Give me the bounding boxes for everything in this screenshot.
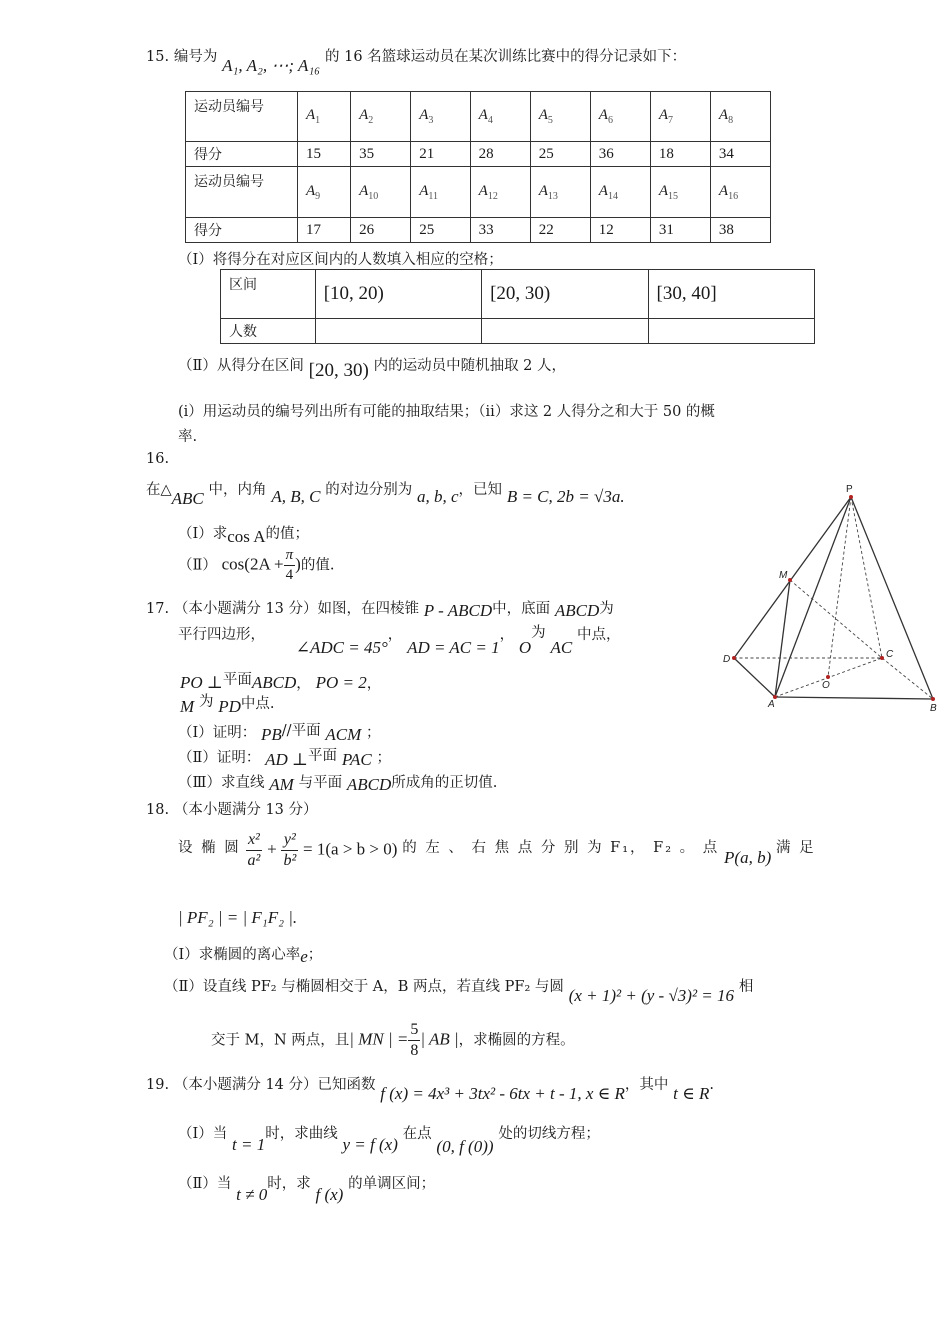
q16-stem: 在△ABC 中，内角 A, B, C 的对边分别为 a, b, c，已知 B = C, 2b = √3a. [146,482,625,508]
athlete-id-cell: $A_{10}$ [351,167,411,218]
athlete-id-cell: $A_{11}$ [411,167,470,218]
question-number: 15. [146,49,170,65]
score-cell: 12 [590,218,650,243]
score-cell: 25 [530,142,590,167]
q19-part1: （Ⅰ）当 t = 1时，求曲线 y = f (x) 在点 (0, f (0)) 处的切线方程； [178,1126,600,1156]
q15-part2: （Ⅱ）从得分在区间 [20, 30) 内的运动员中随机抽取 2 人， [178,358,567,381]
interval-cell: [20, 30) [482,270,648,319]
fraction: $\frac{\pi}{4}$ [285,547,294,583]
label-C: C [886,649,894,660]
q16-part1: （Ⅰ）求cos A的值； [178,526,309,546]
interval-cell: [10, 20) [315,270,481,319]
vertex-points [732,495,935,701]
score-cell: 35 [351,142,411,167]
fraction: $\frac{5}{8}$ [410,1021,419,1059]
question-number: 18. [146,802,170,818]
score-cell: 36 [590,142,650,167]
label-O: O [822,680,830,691]
score-cell: 21 [411,142,470,167]
athlete-id-cell: $A_7$ [650,92,710,142]
q18-condition: | PF₂ | = | F₁F₂ |. [178,908,298,927]
score-cell: 28 [470,142,530,167]
row-header-id: 运动员编号 [186,167,298,218]
score-cell: 17 [298,218,351,243]
athlete-id-cell: $A_3$ [411,92,470,142]
row-header-score: 得分 [186,142,298,167]
score-cell: 34 [710,142,770,167]
q17-part3: （Ⅲ）求直线 AM 与平面 ABCD所成角的正切值. [178,775,498,794]
athlete-id-cell: $A_1$ [298,92,351,142]
athlete-id-cell: $A_9$ [298,167,351,218]
athlete-range-math: A₁, A₂, ⋯; A₁₆ [222,56,321,75]
score-cell: 33 [470,218,530,243]
score-cell: 38 [710,218,770,243]
athlete-id-cell: $A_{16}$ [710,167,770,218]
row-header-score: 得分 [186,218,298,243]
q16-part2: （Ⅱ） cos(2A + $\frac{\pi}{4}$ )的值. [178,547,335,583]
athlete-id-cell: $A_5$ [530,92,590,142]
fraction: $\frac{\text{x²}}{\text{a²}}$ [247,831,261,869]
athlete-id-cell: $A_{12}$ [470,167,530,218]
q17-line2: 平行四边形， ∠ADC = 45°， AD = AC = 1， O为 AC 中点， [178,625,621,657]
athlete-id-cell: $A_2$ [351,92,411,142]
score-cell: 18 [650,142,710,167]
q17-part2: （Ⅱ）证明： AD ⊥平面 PAC ； [178,748,392,769]
athlete-id-cell: $A_{14}$ [590,167,650,218]
q19-part2: （Ⅱ）当 t ≠ 0时，求 f (x) 的单调区间； [178,1176,436,1204]
label-B: B [930,703,937,714]
q17-part1: （Ⅰ）证明： PB//平面 ACM ； [178,723,381,744]
label-M: M [779,570,788,581]
q17-line3: PO ⊥平面ABCD， PO = 2， [180,672,382,692]
fraction: $\frac{\text{y²}}{\text{b²}}$ [283,831,297,869]
q18-header: 18. （本小题满分 13 分） [146,802,318,818]
question-number: 16. [146,451,170,467]
athlete-id-cell: $A_4$ [470,92,530,142]
q18-stem: 设 椭 圆 $\frac{\text{x²}}{\text{a²}}$ + $\frac{\text{y²}}{\text{b²}}$ = 1(a > b > 0) 的 左 、 右 焦 点 分 别 为 F₁， F₂ 。 点 P(a, b) 满 足 [178,831,816,869]
q18-part1: （Ⅰ）求椭圆的离心率e； [164,947,323,966]
q15-part2-sub-cont: 率. [178,429,198,445]
athlete-id-cell: $A_6$ [590,92,650,142]
label-A: A [768,699,775,710]
athlete-id-cell: $A_{13}$ [530,167,590,218]
athlete-id-cell: $A_8$ [710,92,770,142]
interval-header: 区间 [221,270,316,319]
q15-part2-sub: (i）用运动员的编号列出所有可能的抽取结果；（ii）求这 2 人得分之和大于 50 的概 [178,404,715,420]
q17-line4: M 为 PD中点. [180,694,275,716]
count-header: 人数 [221,319,316,344]
q18-part2: （Ⅱ）设直线 PF₂ 与椭圆相交于 A，B 两点，若直线 PF₂ 与圆 (x + 1)² + (y - √3)² = 16 相 [164,979,754,1005]
q19-stem: 19. （本小题满分 14 分）已知函数 f (x) = 4x³ + 3tx² - 6tx + t - 1, x ∈ R，其中 t ∈ R. [146,1077,714,1103]
q18-part2-cont: 交于 M，N 两点，且| MN | = $\frac{5}{8}$ | AB |，求椭圆的方程。 [211,1021,575,1059]
label-P: P [846,484,853,495]
question-number: 17. [146,601,170,617]
row-header-id: 运动员编号 [186,92,298,142]
score-cell: 26 [351,218,411,243]
athlete-id-cell: $A_{15}$ [650,167,710,218]
q15-intro: 15. 编号为 A₁, A₂, ⋯; A₁₆ 的 16 名篮球运动员在某次训练比赛中的得分记录如下： [146,49,687,75]
interval-cell: [30, 40] [648,270,814,319]
score-cell: 25 [411,218,470,243]
score-cell: 31 [650,218,710,243]
q15-part1: （Ⅰ）将得分在对应区间内的人数填入相应的空格； [178,252,503,268]
label-D: D [723,654,731,665]
question-number: 19. [146,1077,170,1093]
score-cell: 22 [530,218,590,243]
score-cell: 15 [298,142,351,167]
q17-line1: 17. （本小题满分 13 分）如图，在四棱锥 P - ABCD中，底面 ABCD为 [146,601,614,620]
